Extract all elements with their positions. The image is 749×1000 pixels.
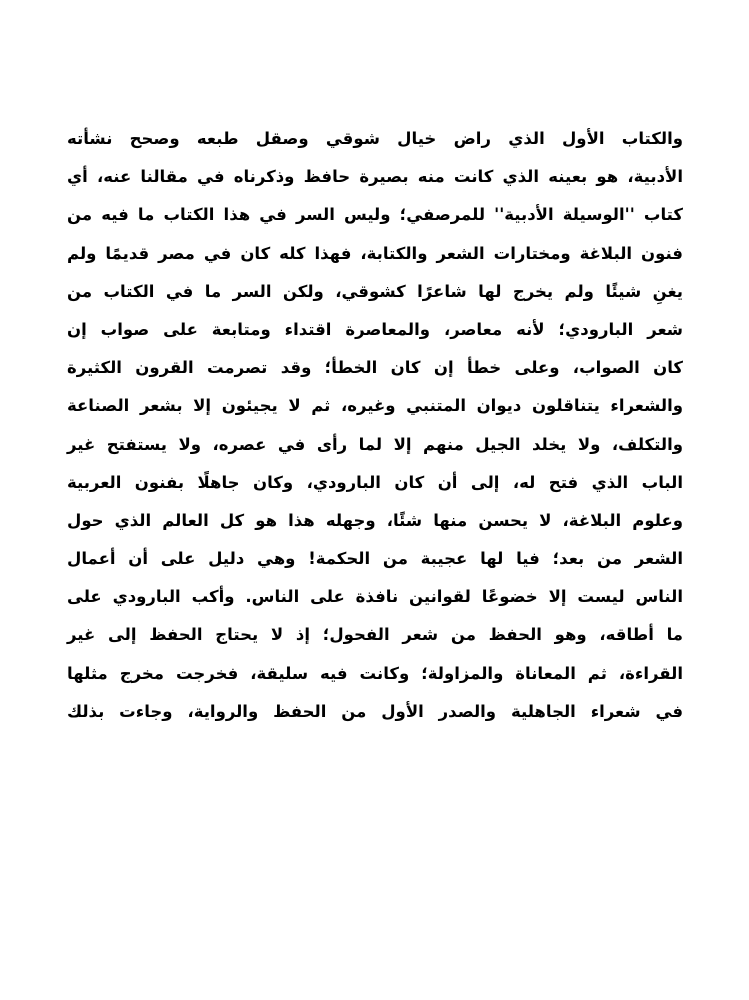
text-line-9: والتكلف، ولا يخلد الجيل منهم إلا لما رأى في عصره، ولا يستفتح غير (67, 434, 683, 454)
text-line-1: والكتاب الأول الذي راض خيال شوقي وصقل طبعه وصحح نشأته (67, 129, 683, 148)
text-line-6: شعر البارودي؛ لأنه معاصر، والمعاصرة اقتداء ومتابعة على صواب إن (67, 319, 683, 339)
text-line-5: يغنِ شيئًا ولم يخرج لها شاعرًا كشوقي، ولكن السر ما في الكتاب من (67, 281, 683, 301)
text-line-2: الأدبية، هو بعينه الذي كانت منه بصيرة حافظ وذكرناه في مقالنا عنه، أي (67, 167, 683, 187)
text-line-8: والشعراء يتناقلون ديوان المتنبي وغيره، ثم لا يجيئون إلا بشعر الصناعة (67, 396, 683, 416)
text-line-3: كتاب ''الوسيلة الأدبية'' للمرصفي؛ وليس السر في هذا الكتاب ما فيه من (67, 205, 683, 225)
text-line-14: ما أطاقه، وهو الحفظ من شعر الفحول؛ إذ لا يحتاج الحفظ إلى غير (67, 625, 683, 645)
text-line-16: في شعراء الجاهلية والصدر الأول من الحفظ والرواية، وجاءت بذلك (67, 701, 683, 721)
text-line-12: الشعر من بعد؛ فيا لها عجيبة من الحكمة! وهي دليل على أن أعمال (67, 549, 683, 569)
body-text (67, 120, 683, 731)
text-line-13: الناس ليست إلا خضوعًا لقوانين نافذة على الناس. وأكب البارودي على (67, 587, 683, 607)
text-line-7: كان الصواب، وعلى خطأ إن كان الخطأ؛ وقد تصرمت القرون الكثيرة (67, 358, 683, 378)
text-line-4: فنون البلاغة ومختارات الشعر والكتابة، فهذا كله كان في مصر قديمًا ولم (67, 243, 683, 263)
text-line-10: الباب الذي فتح له، إلى أن كان البارودي، وكان جاهلًا بفنون العربية (67, 472, 683, 492)
text-line-11: وعلوم البلاغة، لا يحسن منها شئًا، وجهله هذا هو كل العالم الذي حول (67, 510, 683, 530)
text-line-15: القراءة، ثم المعاناة والمزاولة؛ وكانت فيه سليقة، فخرجت مخرج مثلها (67, 663, 683, 683)
